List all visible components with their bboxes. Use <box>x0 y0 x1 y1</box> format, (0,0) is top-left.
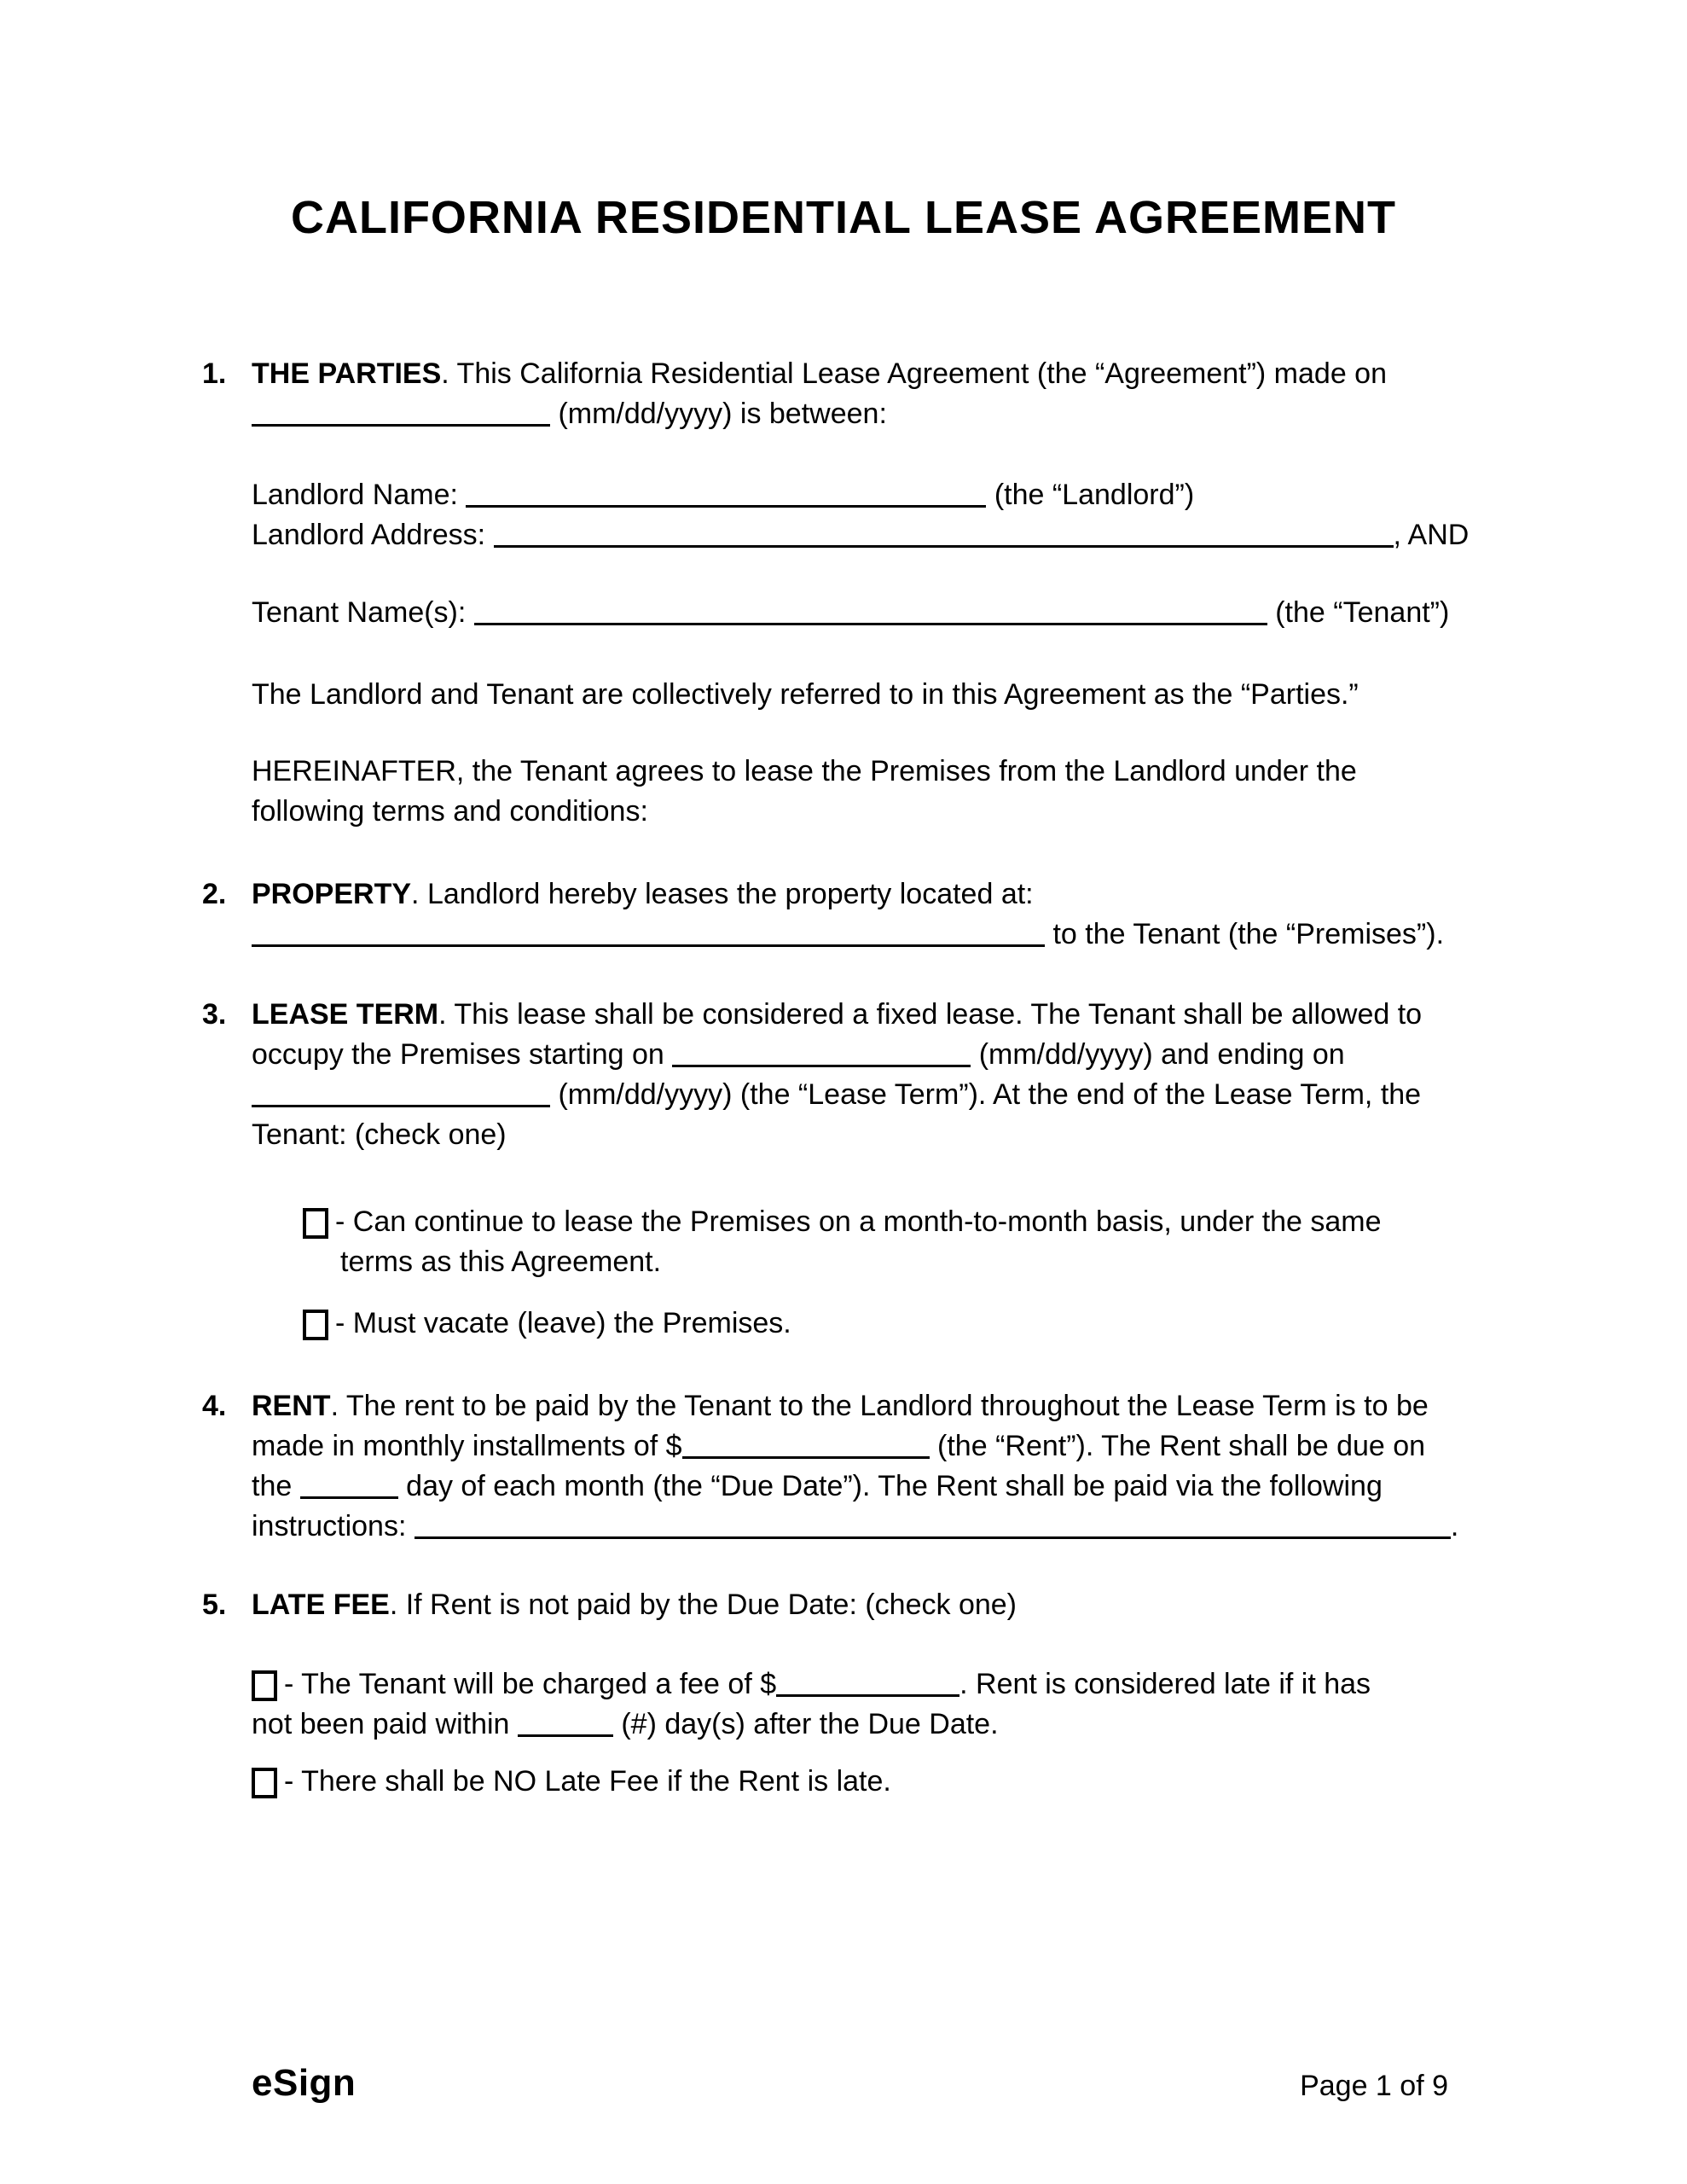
tenant-name-suffix: (the “Tenant”) <box>1275 596 1450 629</box>
landlord-name-suffix: (the “Landlord”) <box>994 479 1195 511</box>
late-fee-days-blank[interactable] <box>518 1726 613 1737</box>
rent-line1: . The rent to be paid by the Tenant to the Landlord throughout the Lease Term is to be <box>330 1390 1429 1422</box>
section-rent <box>202 1386 1491 1547</box>
landlord-address-suffix: , AND <box>1393 519 1470 551</box>
lease-end-option2-text: - Must vacate (leave) the Premises. <box>335 1307 791 1339</box>
rent-due-day-blank[interactable] <box>300 1488 398 1499</box>
late-fee-option1-suffix-2: (#) day(s) after the Due Date. <box>621 1708 999 1740</box>
lease-term-line1: . This lease shall be considered a fixed lease. The Tenant shall be allowed to <box>438 998 1423 1031</box>
rent-line3-text: the <box>252 1470 293 1502</box>
rent-line2-suffix: (the “Rent”). The Rent shall be due on <box>937 1430 1426 1462</box>
section-heading: PROPERTY <box>252 878 412 910</box>
page-number: Page 1 of 9 <box>1300 2070 1448 2102</box>
property-suffix-text: to the Tenant (the “Premises”). <box>1052 918 1445 950</box>
agreement-date-blank[interactable] <box>252 415 550 427</box>
landlord-name-blank[interactable] <box>466 497 986 508</box>
lease-term-line2-suffix: (mm/dd/yyyy) and ending on <box>978 1038 1345 1071</box>
lease-term-line2-text: occupy the Premises starting on <box>252 1038 664 1071</box>
payment-instructions-blank[interactable] <box>415 1528 1451 1539</box>
landlord-address-blank[interactable] <box>494 537 1394 548</box>
property-intro-text: . Landlord hereby leases the property located at: <box>411 878 1034 910</box>
section-heading: THE PARTIES <box>252 357 442 390</box>
lease-start-date-blank[interactable] <box>672 1056 971 1067</box>
section-late-fee <box>202 1585 1491 1802</box>
section-number: 2. <box>202 878 227 910</box>
lease-end-option1-text-2: terms as this Agreement. <box>340 1246 662 1278</box>
late-fee-option1-checkbox[interactable] <box>252 1670 277 1701</box>
late-fee-option2-text: - There shall be NO Late Fee if the Rent is late. <box>284 1765 891 1798</box>
lease-end-option1-text: - Can continue to lease the Premises on a month-to-month basis, under the same <box>335 1205 1382 1238</box>
section-number: 4. <box>202 1390 227 1422</box>
lease-term-line3-text: (mm/dd/yyyy) (the “Lease Term”). At the end of the Lease Term, the <box>558 1078 1422 1111</box>
lease-end-option-2 <box>303 1304 1491 1344</box>
property-address-blank[interactable] <box>252 936 1045 947</box>
parties-intro-text: . This California Residential Lease Agreement (the “Agreement”) made on <box>441 357 1387 390</box>
lease-end-option2-checkbox[interactable] <box>303 1310 328 1340</box>
rent-instructions-label: instructions: <box>252 1510 407 1542</box>
hereinafter-line1: HEREINAFTER, the Tenant agrees to lease the Premises from the Landlord under the <box>252 755 1357 787</box>
parties-intro-text-2: (mm/dd/yyyy) is between: <box>558 398 887 430</box>
page-footer <box>252 2063 1448 2106</box>
rent-amount-blank[interactable] <box>682 1448 930 1459</box>
late-fee-option1-suffix: . Rent is considered late if it has <box>959 1668 1371 1700</box>
rent-line4-period: . <box>1450 1510 1459 1542</box>
late-fee-option-2 <box>252 1762 1491 1802</box>
late-fee-option2-checkbox[interactable] <box>252 1768 277 1798</box>
lease-term-line4-text: Tenant: (check one) <box>252 1118 507 1151</box>
landlord-address-label: Landlord Address: <box>252 519 486 551</box>
document-title: CALIFORNIA RESIDENTIAL LEASE AGREEMENT <box>290 192 1397 243</box>
section-number: 1. <box>202 357 227 390</box>
late-fee-option-1 <box>252 1664 1491 1745</box>
lease-end-option1-checkbox[interactable] <box>303 1208 328 1239</box>
section-number: 3. <box>202 998 227 1031</box>
lease-end-option-1 <box>303 1202 1491 1282</box>
lease-end-date-blank[interactable] <box>252 1096 550 1107</box>
section-property <box>202 874 1491 955</box>
section-number: 5. <box>202 1589 227 1621</box>
section-heading: LEASE TERM <box>252 998 439 1031</box>
document-body <box>0 354 1687 1802</box>
section-heading: RENT <box>252 1390 331 1422</box>
late-fee-option1-text: - The Tenant will be charged a fee of $ <box>284 1668 777 1700</box>
landlord-name-label: Landlord Name: <box>252 479 458 511</box>
late-fee-option1-text-2: not been paid within <box>252 1708 510 1740</box>
esign-logo: eSign <box>252 2062 357 2104</box>
section-heading: LATE FEE <box>252 1589 390 1621</box>
parties-sentence: The Landlord and Tenant are collectively referred to in this Agreement as the “Parties.” <box>252 678 1359 711</box>
late-fee-line1: . If Rent is not paid by the Due Date: (check one) <box>389 1589 1017 1621</box>
rent-line3-suffix: day of each month (the “Due Date”). The Rent shall be paid via the following <box>406 1470 1383 1502</box>
hereinafter-line2: following terms and conditions: <box>252 795 648 828</box>
rent-line2-text: made in monthly installments of $ <box>252 1430 682 1462</box>
tenant-name-label: Tenant Name(s): <box>252 596 467 629</box>
tenant-names-blank[interactable] <box>474 614 1267 625</box>
section-lease-term <box>202 995 1491 1344</box>
late-fee-amount-blank[interactable] <box>776 1686 959 1697</box>
section-parties <box>202 354 1491 832</box>
